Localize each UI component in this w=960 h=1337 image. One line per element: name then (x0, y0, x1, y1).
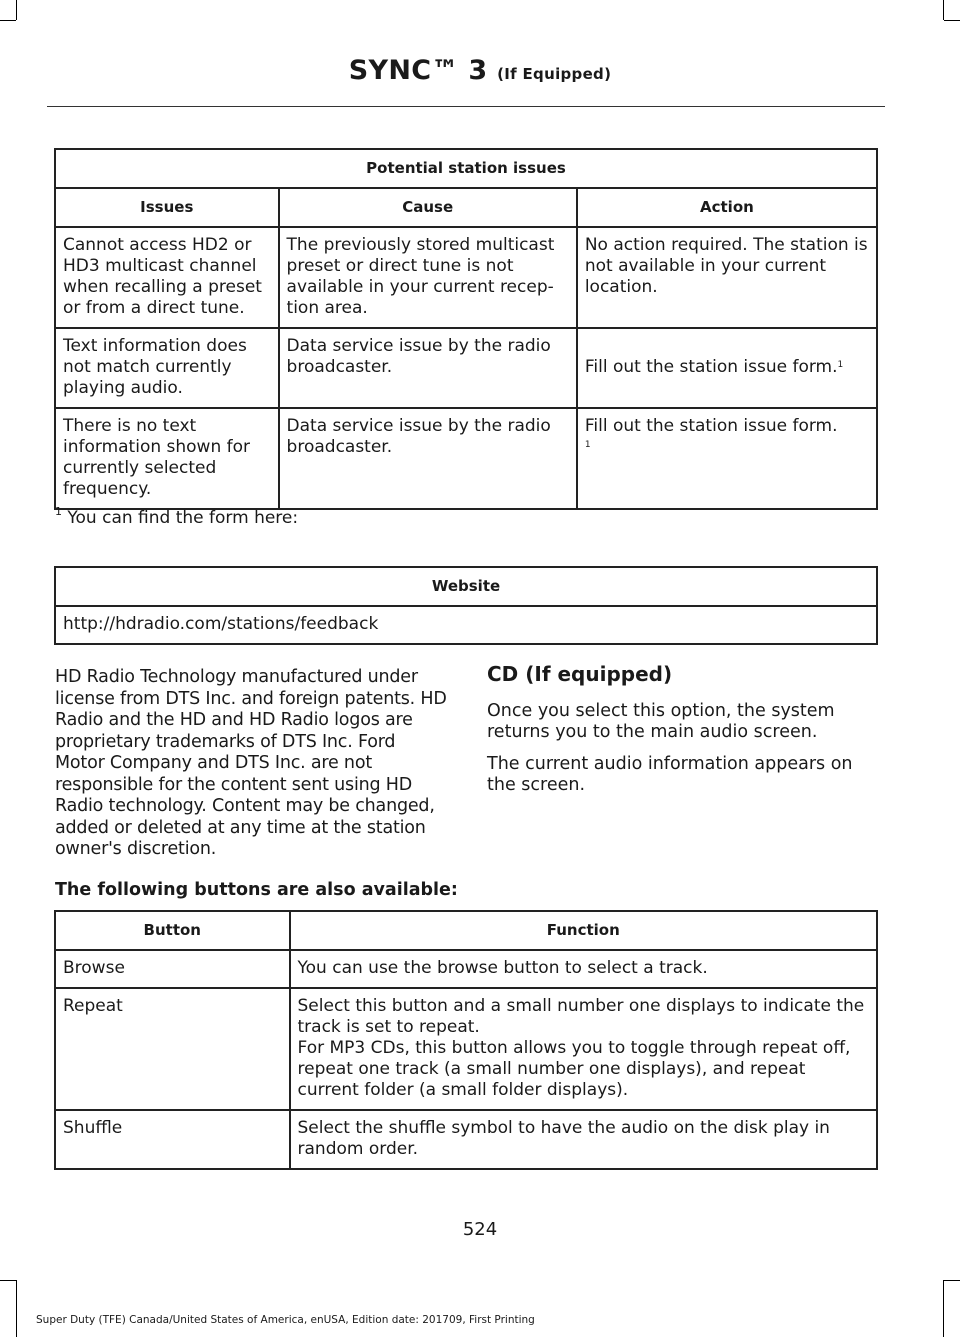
crop-mark (944, 20, 960, 21)
header-title: SYNC™ 3 (348, 55, 488, 86)
table-cell: Shuffle (55, 1110, 290, 1169)
crop-mark (943, 1280, 944, 1337)
buttons-table (54, 910, 878, 1170)
column-header: Issues (55, 188, 279, 227)
disclaimer-paragraph: HD Radio Technology manufactured under license from DTS Inc. and foreign patents. HD Radio and the HD and HD Radio logos are proprietary trademarks of DTS Inc. Ford Motor Company and DTS Inc. are not responsible for the content sent using HD Radio technology. Content may be changed, added or deleted at any time at the station owner's discretion. (55, 667, 447, 859)
crop-mark (944, 1280, 960, 1281)
column-header: Button (55, 911, 290, 950)
table-row (55, 988, 877, 1110)
footer-edition-info: Super Duty (TFE) Canada/United States of America, enUSA, Edition date: 201709, First Printing (36, 1314, 535, 1326)
crop-mark (16, 0, 17, 20)
table-caption: Potential station issues (55, 149, 877, 188)
table-header-row (55, 911, 877, 950)
table-cell: Cannot access HD2 or HD3 multicast channel when recalling a preset or from a direct tune. (55, 227, 279, 328)
crop-mark (16, 1280, 17, 1337)
website-url: http://hdradio.com/stations/feedback (55, 606, 877, 644)
buttons-subheading: The following buttons are also available: (55, 880, 458, 900)
table-cell: Select the shuffle symbol to have the audio on the disk play in random order. (290, 1110, 877, 1169)
table-cell: Data service issue by the radio broadcaster. (279, 408, 577, 509)
cd-section (487, 664, 882, 807)
table-cell (577, 328, 877, 408)
table-cell: The previously stored multicast preset or direct tune is not available in your current recep-tion area. (279, 227, 577, 328)
crop-mark (0, 1280, 16, 1281)
table-cell: You can use the browse button to select a track. (290, 950, 877, 988)
column-header: Website (55, 567, 877, 606)
table-row (55, 408, 877, 509)
table-row (55, 950, 877, 988)
crop-mark (0, 20, 16, 21)
cell-text: Fill out the station issue form. (584, 416, 838, 436)
table-row (55, 227, 877, 328)
table-cell (290, 988, 877, 1110)
column-header: Action (577, 188, 877, 227)
cell-line: For MP3 CDs, this button allows you to toggle through repeat off, repeat one track (a small number one displays), and repeat current folder (a small folder displays). (297, 1038, 851, 1100)
website-table (54, 566, 878, 645)
page-header (0, 55, 960, 86)
table-header-row (55, 188, 877, 227)
table-cell: There is no text information shown for currently selected frequency. (55, 408, 279, 509)
hd-radio-disclaimer (55, 667, 450, 861)
paragraph: Once you select this option, the system returns you to the main audio screen. (487, 700, 835, 742)
table-cell: Data service issue by the radio broadcaster. (279, 328, 577, 408)
header-divider (47, 106, 885, 107)
table-cell (577, 408, 877, 509)
table-row (55, 606, 877, 644)
column-header: Function (290, 911, 877, 950)
footnote (55, 505, 299, 528)
header-subtitle: (If Equipped) (497, 65, 612, 83)
section-heading: CD (If equipped) (487, 662, 673, 686)
cell-line: Select this button and a small number one displays to indicate the track is set to repeat. (297, 996, 865, 1037)
paragraph: The current audio information appears on the screen. (487, 753, 853, 795)
table-cell: Browse (55, 950, 290, 988)
station-issues-table (54, 148, 878, 510)
crop-mark (943, 0, 944, 20)
table-cell: Text information does not match currently playing audio. (55, 328, 279, 408)
table-row (55, 1110, 877, 1169)
column-header: Cause (279, 188, 577, 227)
cell-text: Fill out the station issue form. (584, 357, 838, 377)
footnote-text: You can find the form here: (67, 508, 299, 528)
footnote-marker: 1 (584, 440, 591, 450)
table-cell: Repeat (55, 988, 290, 1110)
page-number: 524 (462, 1219, 498, 1240)
footnote-marker: 1 (55, 505, 62, 518)
table-row (55, 328, 877, 408)
table-cell: No action required. The station is not available in your current location. (577, 227, 877, 328)
footnote-marker: 1 (837, 360, 844, 370)
